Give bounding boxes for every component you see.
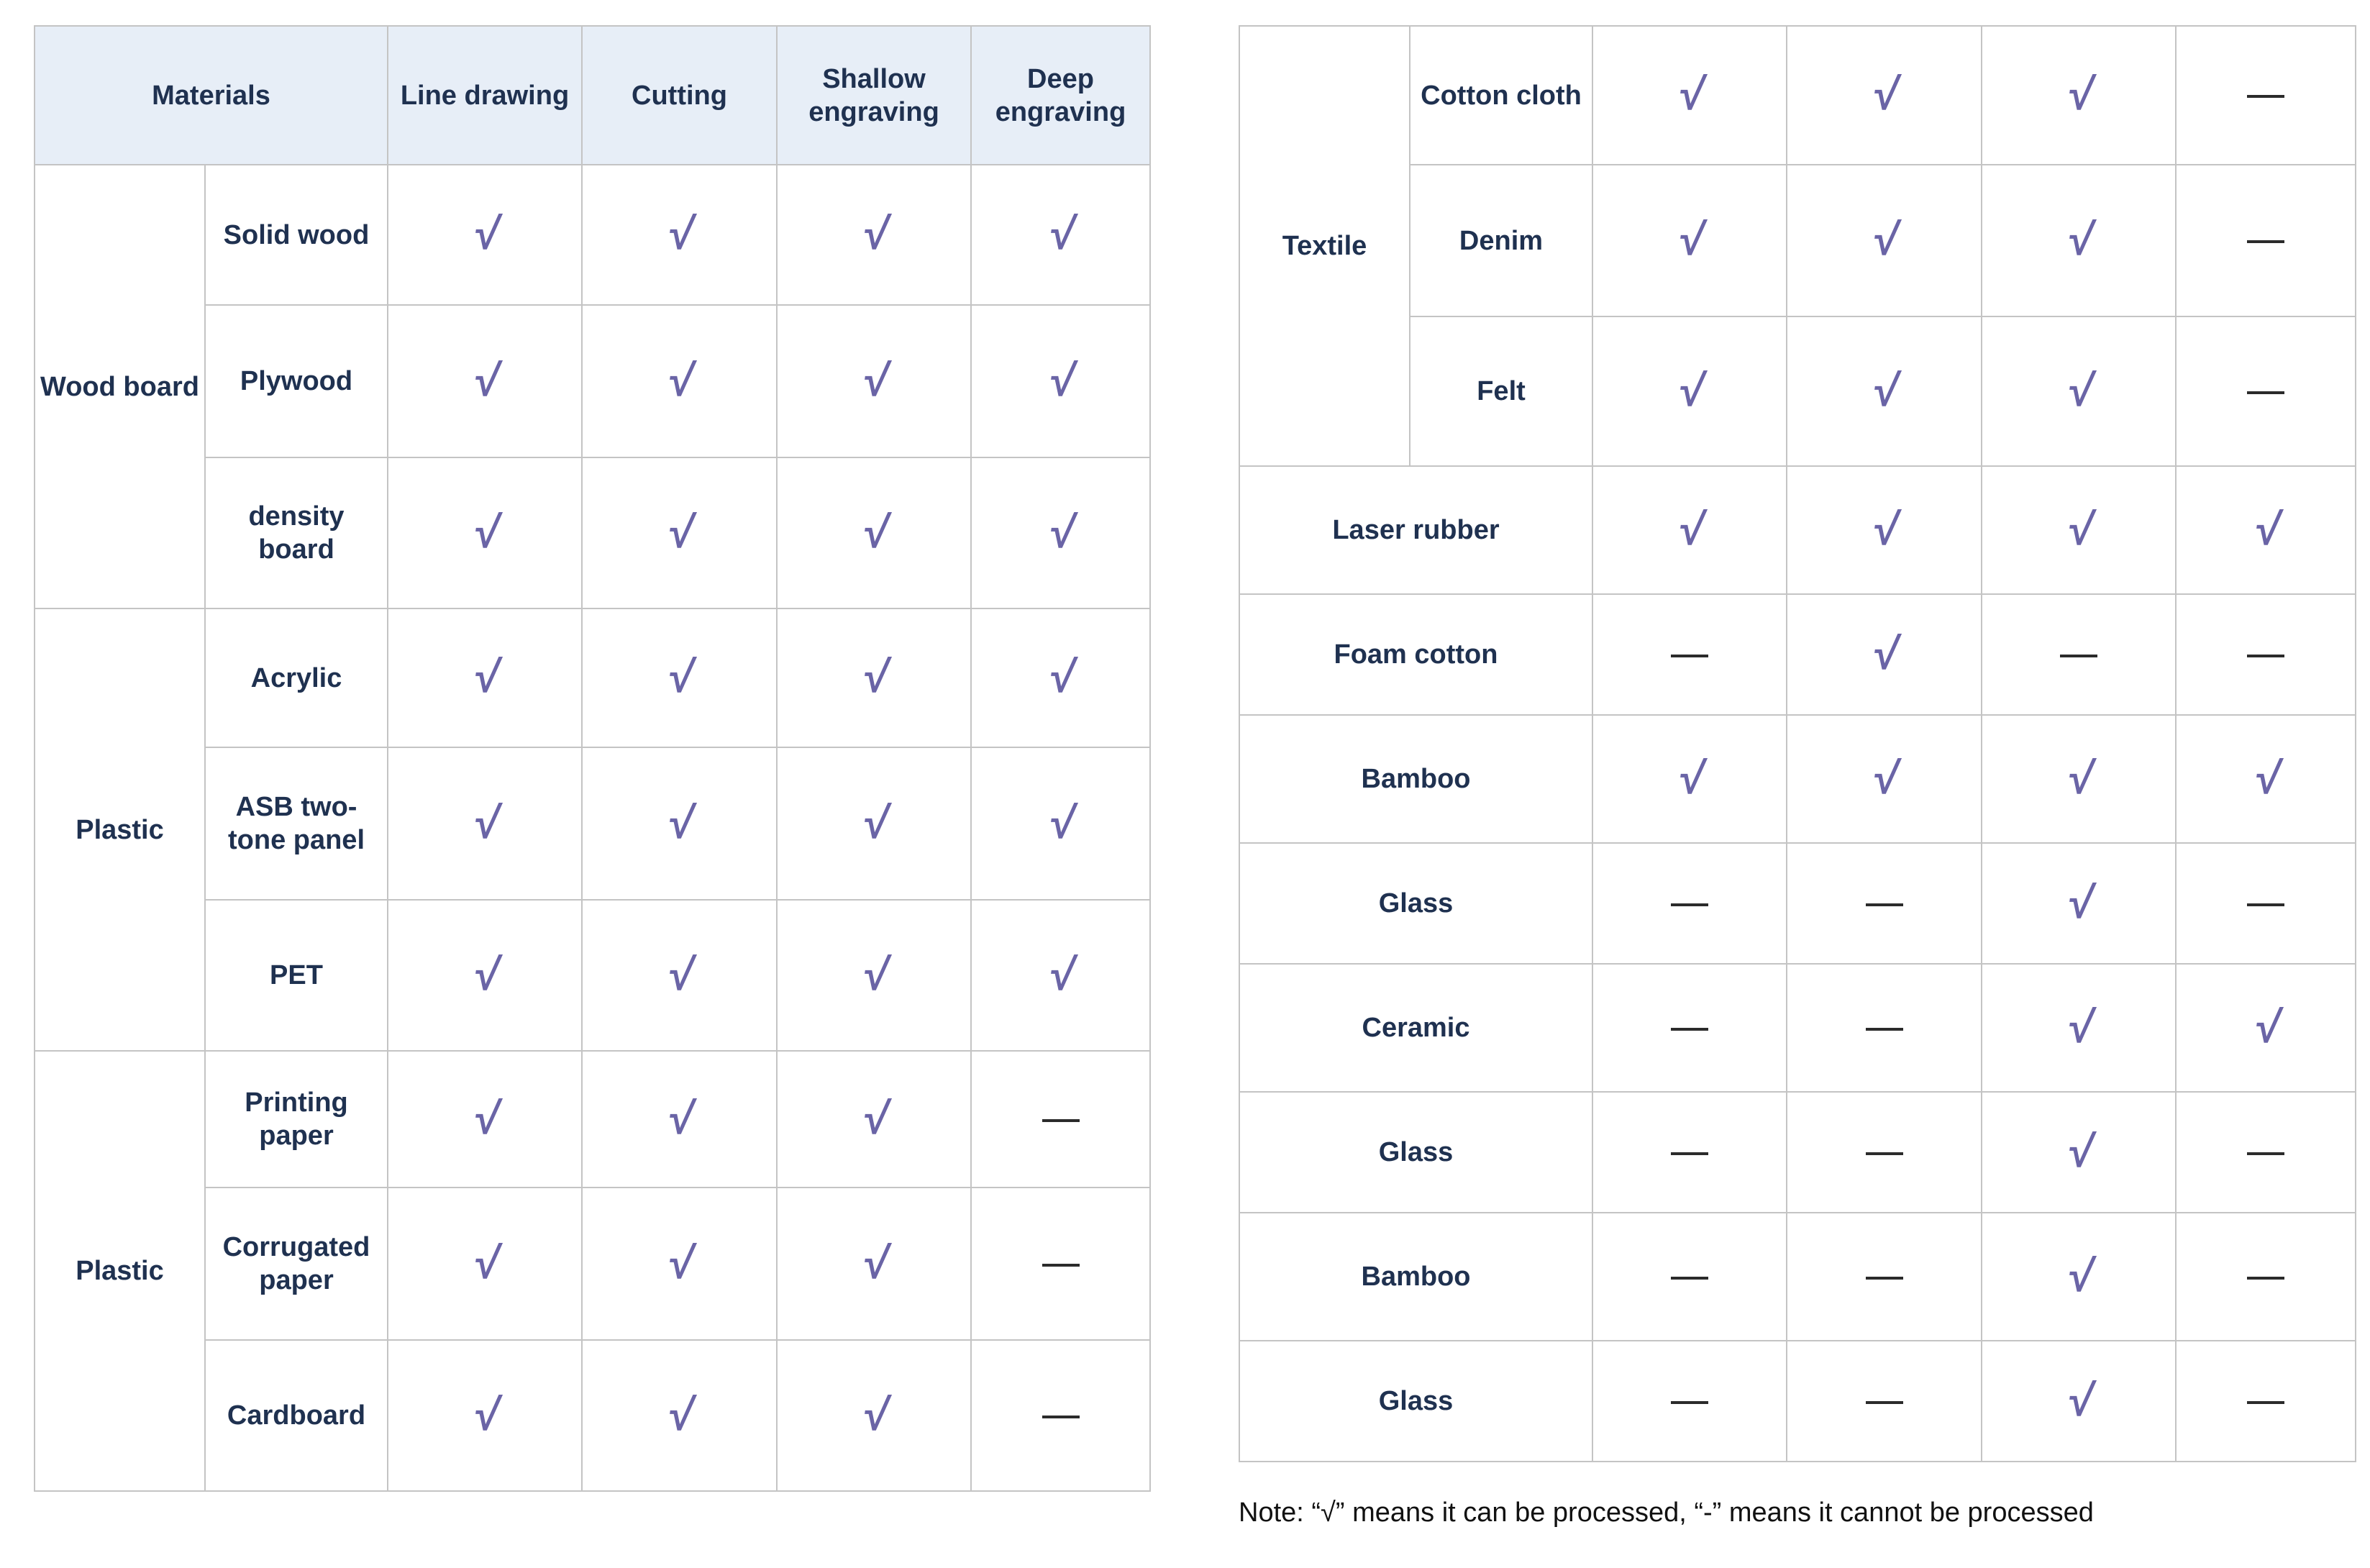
header-shallow-engraving: Shallow engraving: [777, 26, 971, 165]
table-row: [1239, 715, 2356, 843]
checkmark-icon: √: [1674, 70, 1705, 119]
can-process-cell: [1592, 165, 1787, 316]
material-name: density board: [205, 457, 388, 608]
material-name: Acrylic: [205, 608, 388, 747]
can-process-cell: [1982, 1092, 2176, 1213]
category-cell: Plastic: [35, 608, 205, 1051]
checkmark-icon: √: [2063, 504, 2095, 555]
cannot-process-cell: [2176, 843, 2356, 964]
dash-icon: [1671, 655, 1708, 657]
can-process-cell: [2176, 964, 2356, 1092]
cannot-process-cell: [2176, 316, 2356, 466]
can-process-cell: [388, 1188, 582, 1340]
material-name: Denim: [1410, 165, 1592, 316]
cannot-process-cell: [1592, 843, 1787, 964]
material-name: Bamboo: [1239, 715, 1592, 843]
checkmark-icon: √: [2063, 215, 2095, 265]
checkmark-icon: √: [663, 355, 696, 406]
checkmark-icon: √: [1868, 504, 1900, 555]
dash-icon: [1671, 1277, 1708, 1280]
dash-icon: [1866, 1401, 1903, 1404]
checkmark-icon: √: [1674, 215, 1705, 265]
checkmark-icon: √: [1868, 753, 1900, 803]
checkmark-icon: √: [663, 652, 696, 702]
checkmark-icon: √: [1868, 215, 1900, 265]
table-row: [1239, 466, 2356, 594]
header-cutting: Cutting: [582, 26, 777, 165]
can-process-cell: [388, 900, 582, 1051]
dash-icon: [1866, 903, 1903, 906]
can-process-cell: [777, 900, 971, 1051]
checkmark-icon: √: [2063, 1251, 2095, 1301]
can-process-cell: [582, 900, 777, 1051]
header-materials: Materials: [35, 26, 388, 165]
can-process-cell: [1787, 715, 1982, 843]
checkmark-icon: √: [469, 1238, 501, 1288]
cannot-process-cell: [2176, 1213, 2356, 1341]
cannot-process-cell: [971, 1340, 1150, 1491]
cannot-process-cell: [1787, 1092, 1982, 1213]
checkmark-icon: √: [469, 209, 501, 259]
dash-icon: [1866, 1028, 1903, 1031]
category-cell: Textile: [1239, 26, 1410, 466]
can-process-cell: [1982, 466, 2176, 594]
can-process-cell: [777, 305, 971, 457]
material-name: Plywood: [205, 305, 388, 457]
checkmark-icon: √: [858, 798, 890, 848]
checkmark-icon: √: [2250, 504, 2282, 555]
can-process-cell: [1982, 26, 2176, 165]
cannot-process-cell: [971, 1051, 1150, 1188]
can-process-cell: [1982, 715, 2176, 843]
material-name: Bamboo: [1239, 1213, 1592, 1341]
checkmark-icon: √: [1044, 652, 1077, 702]
legend-note: Note: “√” means it can be processed, “-” means it cannot be processed: [1239, 1498, 2094, 1528]
can-process-cell: [582, 305, 777, 457]
material-name: ASB two-tone panel: [205, 747, 388, 900]
can-process-cell: [388, 305, 582, 457]
can-process-cell: [1787, 594, 1982, 715]
checkmark-icon: √: [1868, 365, 1900, 416]
checkmark-icon: √: [2063, 365, 2095, 416]
cannot-process-cell: [1787, 843, 1982, 964]
checkmark-icon: √: [1044, 949, 1077, 1000]
dash-icon: [2247, 1401, 2284, 1404]
dash-icon: [2247, 903, 2284, 906]
right-table-body: [1239, 26, 2356, 1462]
table-row: [1239, 26, 2356, 165]
cannot-process-cell: [1787, 1341, 1982, 1462]
can-process-cell: [777, 1051, 971, 1188]
can-process-cell: [777, 1188, 971, 1340]
dash-icon: [1671, 1152, 1708, 1155]
dash-icon: [1042, 1416, 1080, 1418]
table-row: [1239, 964, 2356, 1092]
can-process-cell: [582, 608, 777, 747]
compatibility-table-right: [1239, 25, 2356, 1462]
material-name: Laser rubber: [1239, 466, 1592, 594]
cannot-process-cell: [2176, 1341, 2356, 1462]
can-process-cell: [388, 165, 582, 305]
can-process-cell: [971, 747, 1150, 900]
can-process-cell: [971, 900, 1150, 1051]
checkmark-icon: √: [469, 355, 501, 406]
cannot-process-cell: [1787, 964, 1982, 1092]
dash-icon: [2247, 391, 2284, 394]
material-name: Ceramic: [1239, 964, 1592, 1092]
checkmark-icon: √: [469, 507, 501, 557]
table-row: [1239, 594, 2356, 715]
can-process-cell: [1982, 843, 2176, 964]
checkmark-icon: √: [2063, 1126, 2095, 1177]
can-process-cell: [777, 457, 971, 608]
can-process-cell: [582, 165, 777, 305]
dash-icon: [1671, 1028, 1708, 1031]
can-process-cell: [388, 747, 582, 900]
checkmark-icon: √: [1674, 365, 1705, 416]
checkmark-icon: √: [469, 1093, 501, 1144]
dash-icon: [1866, 1277, 1903, 1280]
table-row: [1239, 1213, 2356, 1341]
checkmark-icon: √: [1044, 355, 1077, 406]
table-row: [1239, 843, 2356, 964]
checkmark-icon: √: [1868, 70, 1900, 119]
can-process-cell: [1787, 466, 1982, 594]
dash-icon: [1671, 1401, 1708, 1404]
checkmark-icon: √: [858, 1390, 890, 1440]
material-name: Glass: [1239, 1341, 1592, 1462]
table-row: [1239, 1341, 2356, 1462]
checkmark-icon: √: [1674, 504, 1705, 555]
can-process-cell: [971, 608, 1150, 747]
can-process-cell: [971, 165, 1150, 305]
material-name: Corrugated paper: [205, 1188, 388, 1340]
category-cell: Plastic: [35, 1051, 205, 1491]
can-process-cell: [582, 747, 777, 900]
cannot-process-cell: [1787, 1213, 1982, 1341]
can-process-cell: [971, 305, 1150, 457]
material-name: PET: [205, 900, 388, 1051]
cannot-process-cell: [2176, 165, 2356, 316]
checkmark-icon: √: [2063, 878, 2095, 928]
can-process-cell: [1592, 715, 1787, 843]
dash-icon: [2247, 95, 2284, 98]
checkmark-icon: √: [663, 209, 696, 259]
dash-icon: [1671, 903, 1708, 906]
material-name: Printing paper: [205, 1051, 388, 1188]
can-process-cell: [1787, 165, 1982, 316]
dash-icon: [1042, 1119, 1080, 1122]
dash-icon: [2247, 655, 2284, 657]
can-process-cell: [777, 1340, 971, 1491]
can-process-cell: [1982, 316, 2176, 466]
material-name: Foam cotton: [1239, 594, 1592, 715]
can-process-cell: [582, 1340, 777, 1491]
material-name: Glass: [1239, 843, 1592, 964]
checkmark-icon: √: [469, 798, 501, 848]
checkmark-icon: √: [858, 209, 890, 259]
checkmark-icon: √: [858, 507, 890, 557]
dash-icon: [2060, 655, 2097, 657]
dash-icon: [2247, 240, 2284, 243]
checkmark-icon: √: [2063, 1002, 2095, 1052]
cannot-process-cell: [1592, 964, 1787, 1092]
checkmark-icon: √: [2063, 1375, 2095, 1426]
can-process-cell: [582, 1188, 777, 1340]
cannot-process-cell: [1982, 594, 2176, 715]
material-name: Glass: [1239, 1092, 1592, 1213]
dash-icon: [2247, 1277, 2284, 1280]
checkmark-icon: √: [663, 1390, 696, 1440]
checkmark-icon: √: [663, 798, 696, 848]
checkmark-icon: √: [469, 652, 501, 702]
checkmark-icon: √: [858, 355, 890, 406]
can-process-cell: [2176, 466, 2356, 594]
can-process-cell: [1982, 964, 2176, 1092]
checkmark-icon: √: [1044, 507, 1077, 557]
cannot-process-cell: [1592, 594, 1787, 715]
table-row: [35, 165, 1150, 305]
checkmark-icon: √: [1044, 798, 1077, 848]
can-process-cell: [582, 457, 777, 608]
can-process-cell: [1982, 165, 2176, 316]
cannot-process-cell: [971, 1188, 1150, 1340]
checkmark-icon: √: [2063, 70, 2095, 119]
can-process-cell: [1982, 1341, 2176, 1462]
table-row: [35, 1051, 1150, 1188]
material-name: Felt: [1410, 316, 1592, 466]
can-process-cell: [1982, 1213, 2176, 1341]
cannot-process-cell: [1592, 1341, 1787, 1462]
table-row: [35, 608, 1150, 747]
checkmark-icon: √: [2250, 1002, 2282, 1052]
dash-icon: [1866, 1152, 1903, 1155]
cannot-process-cell: [2176, 594, 2356, 715]
material-name: Cardboard: [205, 1340, 388, 1491]
compatibility-table-left: [34, 25, 1151, 1492]
checkmark-icon: √: [663, 1093, 696, 1144]
cannot-process-cell: [1592, 1213, 1787, 1341]
can-process-cell: [777, 608, 971, 747]
can-process-cell: [1787, 316, 1982, 466]
category-cell: Wood board: [35, 165, 205, 608]
can-process-cell: [777, 165, 971, 305]
checkmark-icon: √: [1868, 629, 1900, 679]
dash-icon: [2247, 1152, 2284, 1155]
checkmark-icon: √: [858, 1238, 890, 1288]
can-process-cell: [388, 457, 582, 608]
can-process-cell: [582, 1051, 777, 1188]
can-process-cell: [971, 457, 1150, 608]
header-deep-engraving: Deep engraving: [971, 26, 1150, 165]
left-table-body: [35, 165, 1150, 1491]
table-row: [1239, 1092, 2356, 1213]
can-process-cell: [1787, 26, 1982, 165]
checkmark-icon: √: [1674, 753, 1705, 803]
can-process-cell: [388, 1051, 582, 1188]
checkmark-icon: √: [663, 1238, 696, 1288]
cannot-process-cell: [1592, 1092, 1787, 1213]
checkmark-icon: √: [1044, 209, 1077, 259]
dash-icon: [1042, 1264, 1080, 1267]
checkmark-icon: √: [469, 1390, 501, 1440]
cannot-process-cell: [2176, 1092, 2356, 1213]
header-line-drawing: Line drawing: [388, 26, 582, 165]
checkmark-icon: √: [2250, 753, 2282, 803]
can-process-cell: [1592, 316, 1787, 466]
can-process-cell: [388, 608, 582, 747]
can-process-cell: [388, 1340, 582, 1491]
can-process-cell: [1592, 466, 1787, 594]
checkmark-icon: √: [858, 949, 890, 1000]
material-name: Cotton cloth: [1410, 26, 1592, 165]
checkmark-icon: √: [858, 652, 890, 702]
checkmark-icon: √: [2063, 753, 2095, 803]
can-process-cell: [2176, 715, 2356, 843]
can-process-cell: [777, 747, 971, 900]
checkmark-icon: √: [663, 949, 696, 1000]
material-name: Solid wood: [205, 165, 388, 305]
cannot-process-cell: [2176, 26, 2356, 165]
checkmark-icon: √: [663, 507, 696, 557]
checkmark-icon: √: [858, 1093, 890, 1144]
checkmark-icon: √: [469, 949, 501, 1000]
can-process-cell: [1592, 26, 1787, 165]
